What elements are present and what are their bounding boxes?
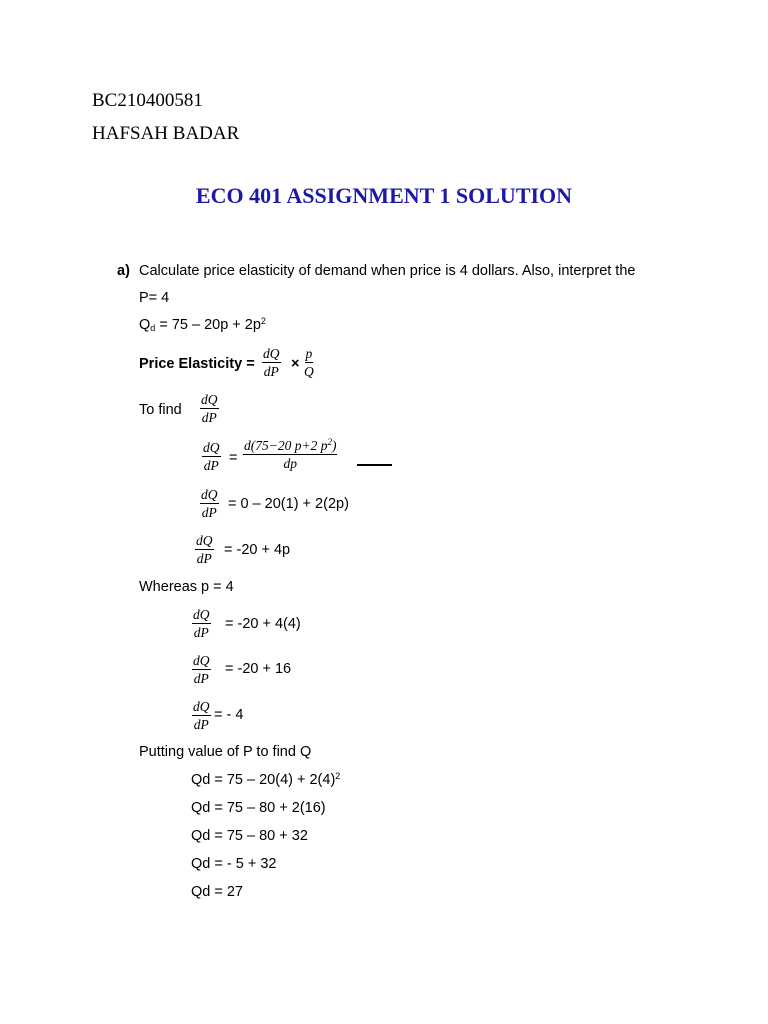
numerator-exponent: 2 xyxy=(327,437,332,447)
fraction-denominator: dP xyxy=(203,458,219,473)
fraction-denominator: dP xyxy=(196,551,212,566)
fraction-numerator: dQ xyxy=(196,533,213,548)
demand-function xyxy=(139,317,266,333)
step4-rhs: = -20 + 4(4) xyxy=(225,616,301,632)
quantity-intro: Putting value of P to find Q xyxy=(139,744,312,760)
fraction-numerator xyxy=(243,438,337,455)
fraction-numerator: dQ xyxy=(193,699,210,714)
fraction-denominator: Q xyxy=(304,364,314,379)
step1-equals: = xyxy=(229,450,238,466)
step5-rhs: = -20 + 16 xyxy=(225,661,292,677)
quantity-line-1-exponent: 2 xyxy=(335,771,341,781)
fraction-denominator: dP xyxy=(193,671,209,686)
whereas-line: Whereas p = 4 xyxy=(139,579,234,595)
student-id: BC210400581 xyxy=(92,90,203,111)
page-title: ECO 401 ASSIGNMENT 1 SOLUTION xyxy=(195,183,573,208)
step3-rhs: = -20 + 4p xyxy=(224,542,291,558)
fraction-denominator: dP xyxy=(263,364,279,379)
fraction-numerator: dQ xyxy=(201,392,218,407)
to-find-label: To find xyxy=(139,402,182,418)
demand-exponent: 2 xyxy=(260,316,266,326)
trailing-rule xyxy=(357,464,392,466)
quantity-line-2: Qd = 75 – 80 + 2(16) xyxy=(191,800,326,816)
fraction-numerator: dQ xyxy=(193,653,210,668)
times-sign: × xyxy=(291,356,300,372)
step3-lhs-fraction xyxy=(195,533,214,566)
step5-lhs-fraction xyxy=(192,653,211,686)
fraction-denominator: dP xyxy=(201,505,217,520)
step6-lhs-fraction xyxy=(192,699,211,732)
fraction-numerator: p xyxy=(305,346,313,361)
step1-rhs-fraction xyxy=(243,438,337,471)
elasticity-label: Price Elasticity = xyxy=(139,356,255,372)
demand-q: Q xyxy=(139,317,151,333)
elasticity-fraction-dq-dp xyxy=(262,346,281,379)
question-text: Calculate price elasticity of demand when price is 4 dollars. Also, interpret the xyxy=(139,263,636,279)
numerator-text: d(75−20 p+2 p xyxy=(244,438,328,453)
fraction-denominator: dP xyxy=(193,625,209,640)
fraction-denominator: dP xyxy=(193,717,209,732)
price-given: P= 4 xyxy=(139,290,170,306)
to-find-fraction xyxy=(200,392,219,425)
numerator-close: ) xyxy=(331,438,337,453)
demand-expression: = 75 – 20p + 2p xyxy=(155,317,261,333)
demand-subscript: d xyxy=(150,323,156,333)
quantity-line-4: Qd = - 5 + 32 xyxy=(191,856,277,872)
fraction-denominator: dp xyxy=(283,456,297,471)
quantity-line-1-text: Qd = 75 – 20(4) + 2(4) xyxy=(191,772,336,788)
step4-lhs-fraction xyxy=(192,607,211,640)
fraction-numerator: dQ xyxy=(201,487,218,502)
quantity-line-5: Qd = 27 xyxy=(191,884,243,900)
student-name: HAFSAH BADAR xyxy=(92,123,240,144)
step1-lhs-fraction xyxy=(202,440,221,473)
fraction-numerator: dQ xyxy=(193,607,210,622)
fraction-numerator: dQ xyxy=(263,346,280,361)
fraction-numerator: dQ xyxy=(203,440,220,455)
quantity-line-3: Qd = 75 – 80 + 32 xyxy=(191,828,308,844)
step2-lhs-fraction xyxy=(200,487,219,520)
question-label: a) xyxy=(117,263,130,279)
fraction-denominator: dP xyxy=(201,410,217,425)
step6-rhs: = - 4 xyxy=(214,707,244,723)
step2-rhs: = 0 – 20(1) + 2(2p) xyxy=(228,496,349,512)
quantity-line-1 xyxy=(191,772,340,788)
elasticity-fraction-p-q xyxy=(303,346,315,379)
